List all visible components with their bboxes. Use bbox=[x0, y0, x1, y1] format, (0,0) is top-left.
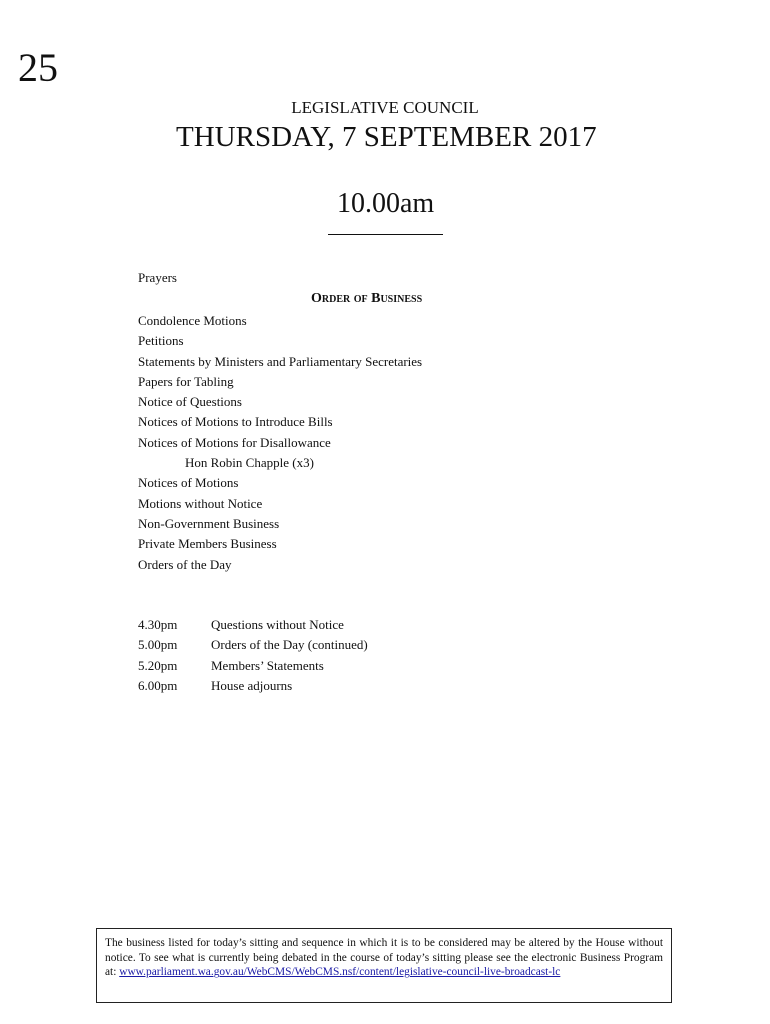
house-name bbox=[0, 98, 770, 118]
timed-item-time: 4.30pm bbox=[138, 617, 178, 632]
start-time: 10.00am bbox=[337, 188, 435, 219]
business-list bbox=[138, 311, 422, 575]
business-item: Notices of Motions to Introduce Bills bbox=[138, 414, 333, 430]
divider bbox=[328, 234, 443, 235]
house-name-text: LEGISLATIVE COUNCIL bbox=[291, 98, 479, 117]
sitting-date: THURSDAY, 7 SEPTEMBER 2017 bbox=[176, 121, 597, 153]
business-item: Non-Government Business bbox=[138, 515, 280, 531]
timed-item bbox=[138, 635, 368, 655]
live-broadcast-link[interactable]: www.parliament.wa.gov.au/WebCMS/WebCMS.nsf/content/legislative-council-live-broadcast-lc bbox=[119, 966, 561, 979]
order-of-business-heading: Order of Business bbox=[311, 291, 423, 306]
timed-item-time: 5.00pm bbox=[138, 637, 178, 653]
business-item: Private Members Business bbox=[138, 536, 277, 552]
business-item: Petitions bbox=[138, 333, 184, 349]
business-item: Notices of Motions for Disallowance bbox=[138, 434, 331, 450]
timed-item-label: Members’ Statements bbox=[211, 657, 324, 673]
timed-item-label: House adjourns bbox=[211, 677, 293, 693]
timed-item-label: Orders of the Day (continued) bbox=[211, 637, 368, 653]
business-item: Motions without Notice bbox=[138, 495, 263, 511]
timed-item bbox=[138, 615, 368, 635]
business-item: Condolence Motions bbox=[138, 313, 247, 328]
business-item: Orders of the Day bbox=[138, 556, 232, 572]
timed-item-label: Questions without Notice bbox=[211, 617, 344, 632]
notice-box bbox=[96, 928, 672, 1003]
timed-item bbox=[138, 676, 368, 696]
timed-item bbox=[138, 656, 368, 676]
business-item: Notice of Questions bbox=[138, 394, 242, 410]
business-item: Statements by Ministers and Parliamentary Secretaries bbox=[138, 353, 423, 369]
prayers-label: Prayers bbox=[138, 270, 177, 285]
business-item: Papers for Tabling bbox=[138, 373, 234, 389]
notice-text: The business listed for today’s sitting and sequence in which it is to be considered may be altered by the House without notice. To see what is currently being debated in the course of today’s sitting please see the electronic Business Program at: bbox=[105, 937, 663, 979]
page-number: 25 bbox=[18, 45, 58, 90]
business-item: Notices of Motions bbox=[138, 475, 239, 491]
timed-item-time: 5.20pm bbox=[138, 657, 178, 673]
timed-business-list bbox=[138, 615, 368, 696]
timed-item-time: 6.00pm bbox=[138, 677, 178, 693]
business-sub-item: Hon Robin Chapple (x3) bbox=[185, 455, 314, 471]
